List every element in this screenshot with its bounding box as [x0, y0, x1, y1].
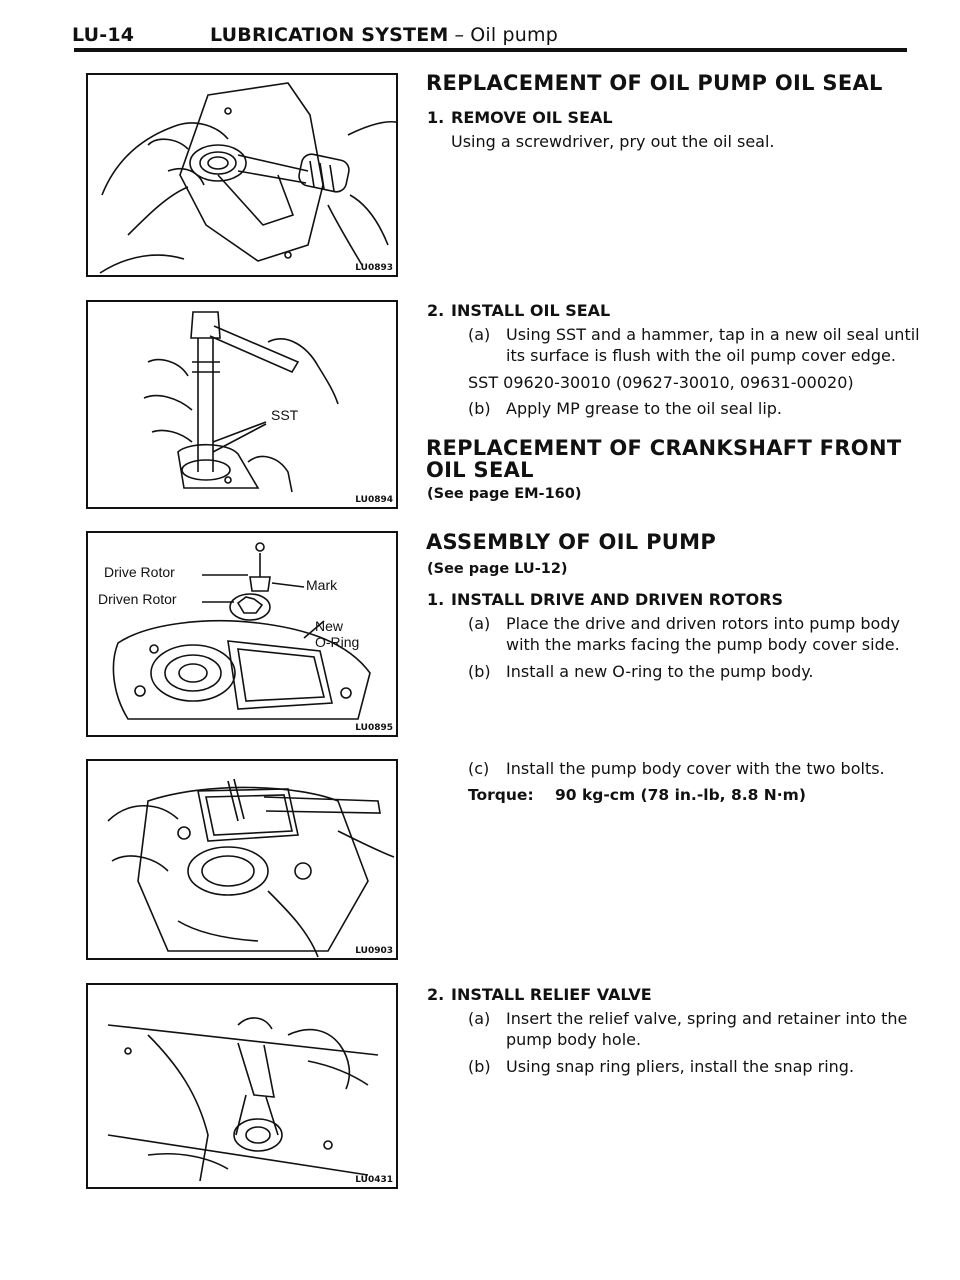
label-mark: Mark [306, 577, 338, 593]
assembly-2a-line1: Insert the relief valve, spring and retainer into the [506, 1009, 908, 1028]
figure-code: LU0893 [355, 263, 393, 273]
assembly-step-1-number: 1. [427, 590, 445, 609]
assembly-1a-line2: with the marks facing the pump body cover side. [506, 635, 900, 654]
figure-code: LU0431 [355, 1175, 393, 1185]
remove-oil-seal-illustration [88, 75, 398, 277]
figure-code: LU0895 [355, 723, 393, 733]
figure-install-rotors [86, 531, 398, 737]
title-separator: – [454, 24, 465, 46]
crankshaft-page-reference: (See page EM-160) [427, 486, 582, 502]
figure-code: LU0894 [355, 495, 393, 505]
step-2-title: INSTALL OIL SEAL [451, 301, 611, 320]
heading-oil-seal-replacement: REPLACEMENT OF OIL PUMP OIL SEAL [426, 71, 883, 95]
step-2a-line1: Using SST and a hammer, tap in a new oil seal until [506, 325, 920, 344]
torque-label: Torque: [468, 786, 534, 804]
sst-part-numbers: SST 09620-30010 (09627-30010, 09631-00020) [468, 373, 854, 392]
page-number: LU-14 [72, 24, 135, 46]
step-1-text: Using a screwdriver, pry out the oil seal. [451, 132, 775, 151]
assembly-2b-tag: (b) [468, 1057, 491, 1076]
page-title [210, 24, 558, 46]
assembly-step-2-number: 2. [427, 985, 445, 1004]
figure-code: LU0903 [355, 946, 393, 956]
step-2b-text: Apply MP grease to the oil seal lip. [506, 399, 782, 418]
torque-value: 90 kg-cm (78 in.-lb, 8.8 N·m) [555, 786, 806, 804]
assembly-2a-tag: (a) [468, 1009, 491, 1028]
step-2b-tag: (b) [468, 399, 491, 418]
assembly-2a-line2: pump body hole. [506, 1030, 642, 1049]
assembly-1b-text: Install a new O-ring to the pump body. [506, 662, 814, 681]
heading-assembly: ASSEMBLY OF OIL PUMP [426, 530, 717, 554]
figure-install-cover [86, 759, 398, 960]
install-oil-seal-illustration [88, 302, 398, 509]
subsection-title: Oil pump [470, 24, 559, 46]
figure-remove-oil-seal [86, 73, 398, 277]
assembly-step-1-title: INSTALL DRIVE AND DRIVEN ROTORS [451, 590, 784, 609]
heading-crankshaft-line1: REPLACEMENT OF CRANKSHAFT FRONT [426, 436, 902, 460]
header-rule [74, 48, 907, 52]
assembly-1c-text: Install the pump body cover with the two bolts. [506, 759, 885, 778]
assembly-1a-tag: (a) [468, 614, 491, 633]
assembly-1a-line1: Place the drive and driven rotors into pump body [506, 614, 900, 633]
label-new: New [315, 618, 344, 634]
section-title: LUBRICATION SYSTEM [210, 24, 449, 46]
install-cover-illustration [88, 761, 398, 960]
assembly-step-2-title: INSTALL RELIEF VALVE [451, 985, 652, 1004]
step-2-number: 2. [427, 301, 445, 320]
assembly-page-reference: (See page LU-12) [427, 561, 568, 577]
figure-install-oil-seal [86, 300, 398, 509]
heading-crankshaft-line2: OIL SEAL [426, 458, 534, 482]
label-o-ring: O-Ring [315, 634, 360, 650]
label-driven-rotor: Driven Rotor [98, 591, 177, 607]
assembly-1c-tag: (c) [468, 759, 490, 778]
step-2a-tag: (a) [468, 325, 491, 344]
label-drive-rotor: Drive Rotor [104, 564, 175, 580]
step-1-title: REMOVE OIL SEAL [451, 108, 613, 127]
figure-install-relief-valve [86, 983, 398, 1189]
step-1-number: 1. [427, 108, 445, 127]
assembly-1b-tag: (b) [468, 662, 491, 681]
label-sst: SST [271, 407, 299, 423]
step-2a-line2: its surface is flush with the oil pump cover edge. [506, 346, 896, 365]
install-relief-valve-illustration [88, 985, 398, 1189]
assembly-2b-text: Using snap ring pliers, install the snap ring. [506, 1057, 855, 1076]
